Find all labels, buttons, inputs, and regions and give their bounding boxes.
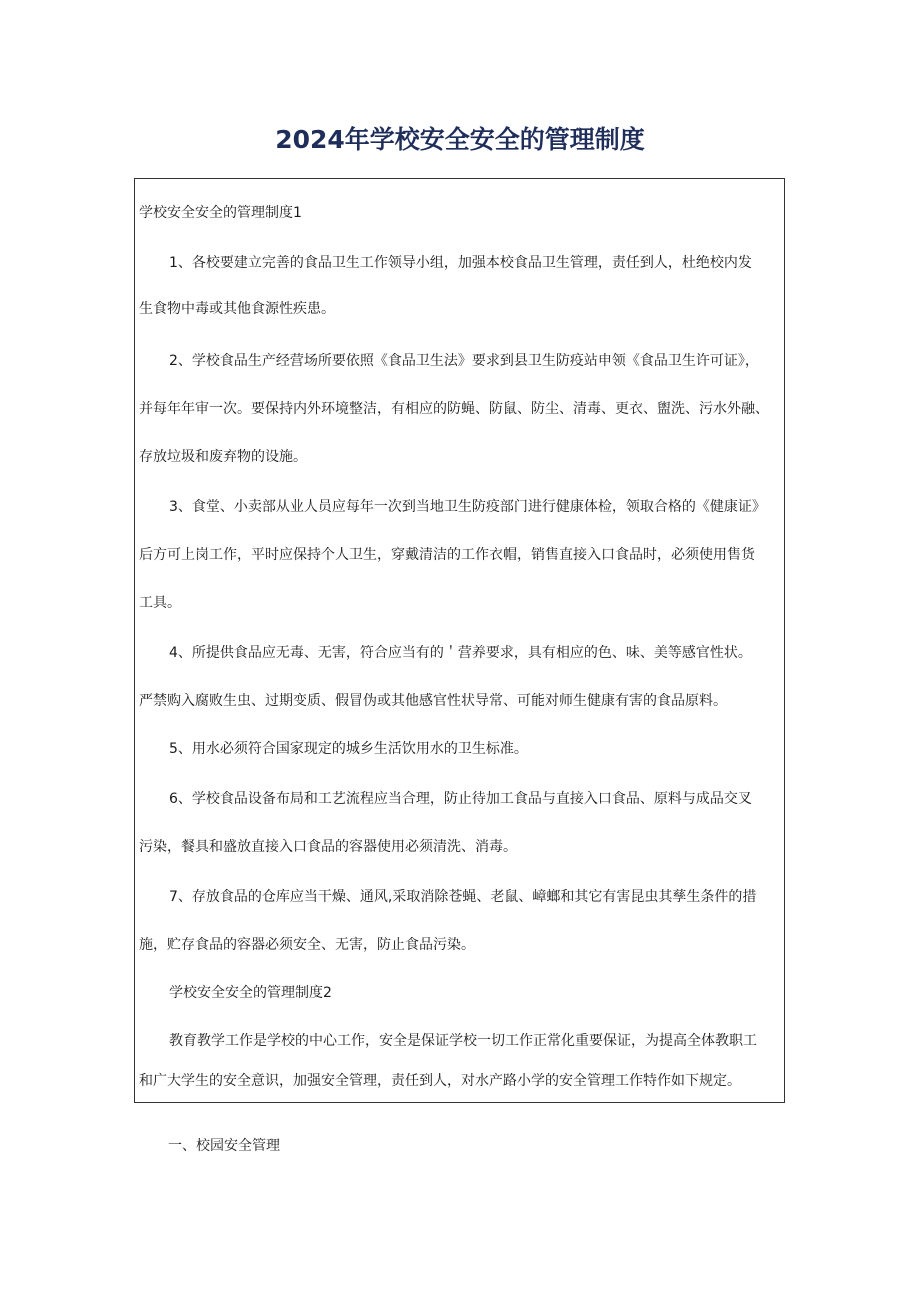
item-4-line-2: 严禁购入腐败生虫、过期变质、假冒伪或其他感官性状导常、可能对师生健康有害的食品原料。 [139,693,727,709]
content-box [134,178,785,1103]
item-2-line-1: 2、学校食品生产经营场所要依照《食品卫生法》要求到县卫生防疫站申领《食品卫生许可证》， [169,353,759,369]
item-4-line-1: 4、所提供食品应无毒、无害，符合应当有的＇营养要求，具有相应的色、味、美等感官性状。 [169,645,752,661]
section-heading-2: 学校安全安全的管理制度2 [169,985,332,1001]
item-6-line-2: 污染，餐具和盛放直接入口食品的容器使用必须清洗、消毒。 [139,839,517,855]
item-3-line-2: 后方可上岗工作，平时应保持个人卫生，穿戴清洁的工作衣帽，销售直接入口食品时，必须使用售货 [139,547,755,563]
item-7-line-2: 施，贮存食品的容器必须安全、无害，防止食品污染。 [139,937,475,953]
item-2-line-2: 并每年年审一次。要保持内外环境整洁，有相应的防蝇、防鼠、防尘、清毒、更衣、盥洗、污水外融、 [139,401,769,417]
section-2-line-2: 和广大学生的安全意识，加强安全管理，责任到人，对水产路小学的安全管理工作特作如下规定。 [139,1073,741,1089]
item-6-line-1: 6、学校食品设备布局和工艺流程应当合理，防止待加工食品与直接入口食品、原料与成品交叉 [169,791,752,807]
item-2-line-3: 存放垃圾和废弃物的设施。 [139,449,307,465]
item-3-line-1: 3、食堂、小卖部从业人员应每年一次到当地卫生防疫部门进行健康体检，领取合格的《健康证》 [169,499,766,515]
subsection-heading: 一、校园安全管理 [168,1138,280,1154]
page-title: 2024年学校安全安全的管理制度 [275,125,645,154]
section-heading-1: 学校安全安全的管理制度1 [139,205,302,221]
item-1-line-2: 生食物中毒或其他食源性疾患。 [139,301,335,317]
item-3-line-3: 工具。 [139,595,181,611]
section-2-line-1: 教育教学工作是学校的中心工作，安全是保证学校一切工作正常化重要保证，为提高全体教职工 [169,1033,757,1049]
item-5-line-1: 5、用水必须符合国家现定的城乡生活饮用水的卫生标准。 [169,741,528,757]
item-1-line-1: 1、各校要建立完善的食品卫生工作领导小组，加强本校食品卫生管理，责任到人，杜绝校内发 [169,255,752,271]
item-7-line-1: 7、存放食品的仓库应当干燥、通风,采取消除苍蝇、老鼠、嶂螂和其它有害昆虫其孳生条件的措 [169,889,757,905]
